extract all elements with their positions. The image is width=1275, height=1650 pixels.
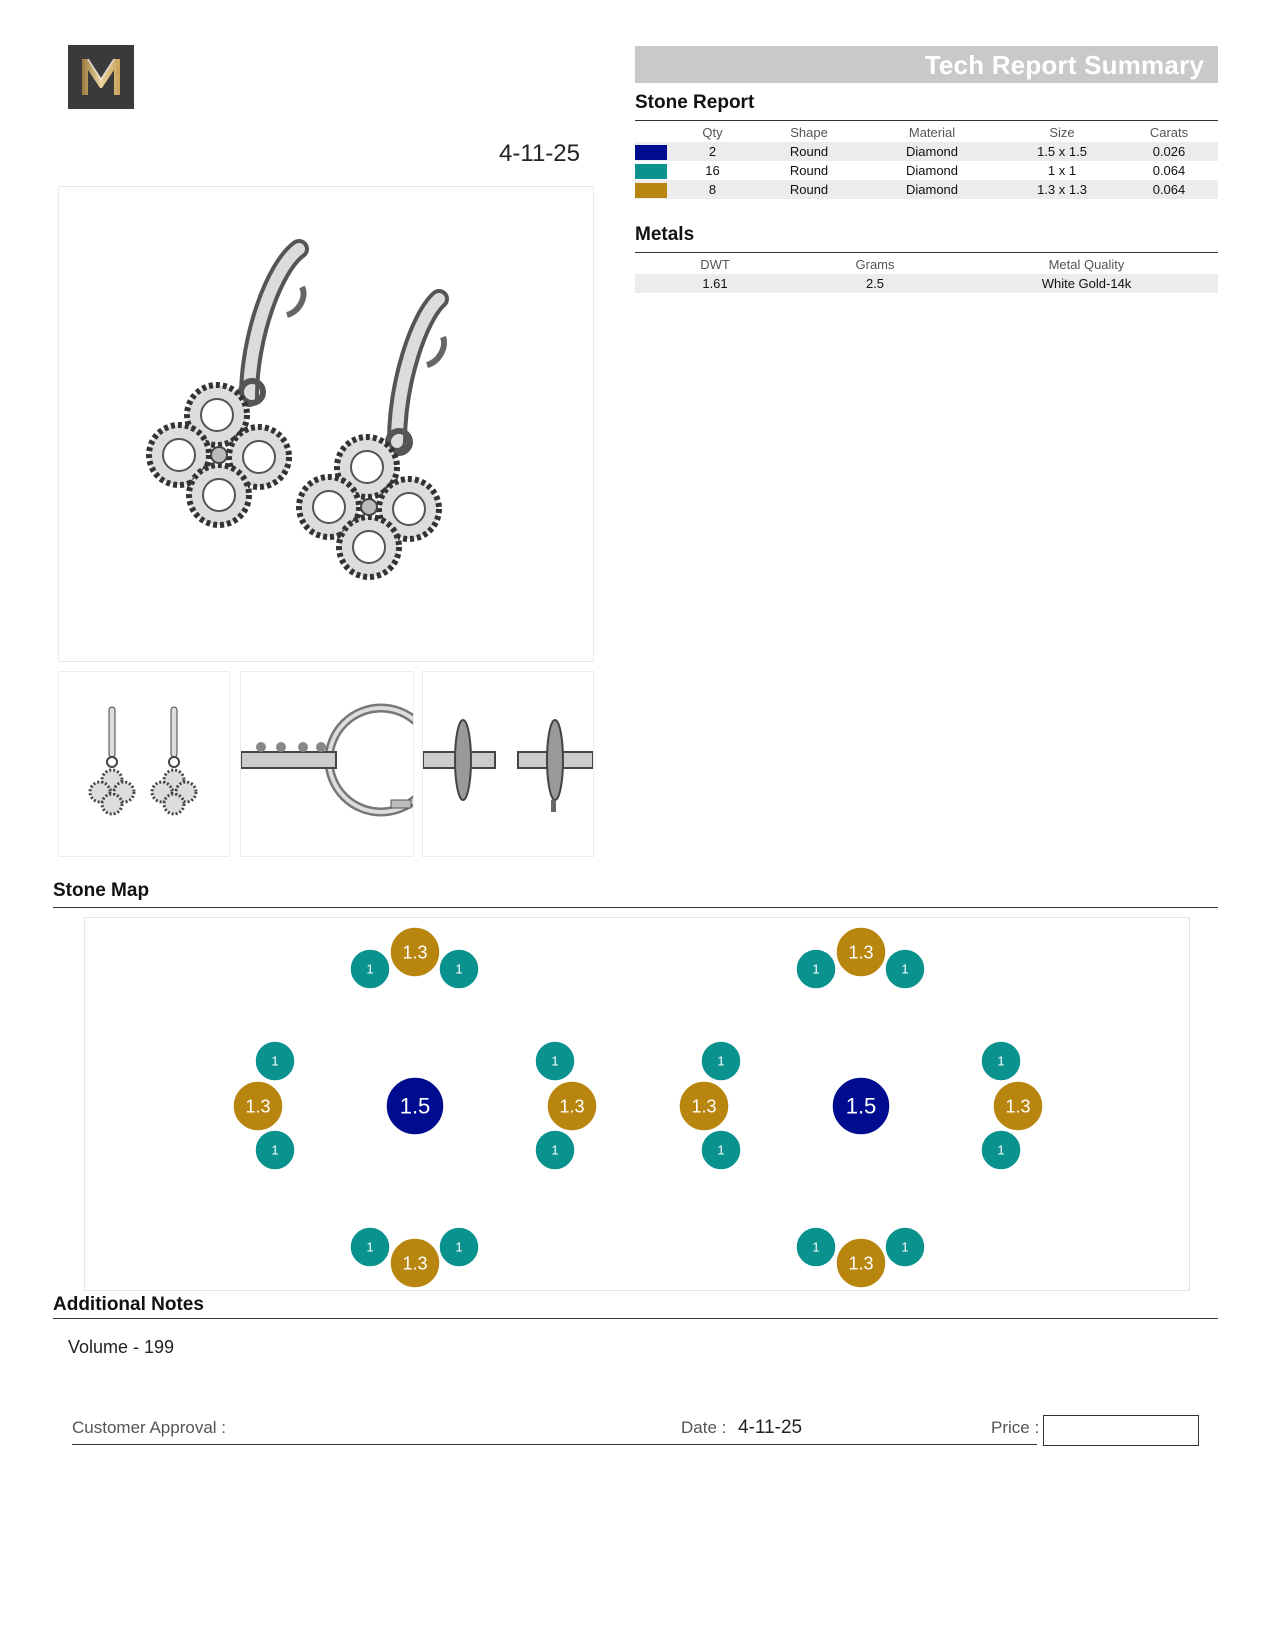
stone-1-marker [350, 1227, 390, 1267]
stone-1-marker [439, 949, 479, 989]
metal-quality-cell: White Gold-14k [955, 274, 1218, 293]
stone-1-marker-label: 1 [271, 1053, 279, 1069]
col-shape: Shape [790, 125, 828, 140]
stone-map-diagram [84, 917, 1190, 1291]
stone-1-5-marker [832, 1077, 890, 1135]
report-title: Tech Report Summary [924, 50, 1204, 80]
stone-color-swatch [635, 164, 667, 179]
stone-1-marker-label: 1 [812, 1239, 820, 1255]
stone-1-marker-label: 1 [717, 1053, 725, 1069]
stone-color-swatch [635, 145, 667, 160]
stone-1-3-marker-label: 1.3 [691, 1096, 717, 1117]
main-render-image [58, 186, 594, 662]
stone-1-marker [701, 1041, 741, 1081]
stone-1-marker-label: 1 [551, 1142, 559, 1158]
stone-1-3-marker-label: 1.3 [402, 942, 428, 963]
stone-1-marker-label: 1 [717, 1142, 725, 1158]
stone-1-marker [535, 1041, 575, 1081]
stone-color-swatch [635, 183, 667, 198]
stone-map-divider [53, 907, 1218, 908]
side-view-thumbnail [240, 671, 414, 857]
price-label: Price : [991, 1418, 1040, 1437]
size-cell: 1 x 1 [1047, 163, 1077, 178]
table-row [635, 161, 1218, 180]
stone-1-3-marker-label: 1.3 [848, 942, 874, 963]
stone-report-divider [635, 120, 1218, 121]
stone-1-3-marker [390, 1238, 440, 1288]
left-earring-render [149, 249, 304, 525]
table-row [635, 180, 1218, 199]
stone-1-marker-label: 1 [997, 1053, 1005, 1069]
col-qty: Qty [702, 125, 723, 140]
metals-table-header [635, 255, 1218, 274]
qty-cell: 2 [667, 142, 758, 161]
notes-text: Volume - 199 [68, 1337, 175, 1357]
stone-1-marker [885, 1227, 925, 1267]
stone-1-marker-label: 1 [455, 961, 463, 977]
stone-1-marker [701, 1130, 741, 1170]
stone-1-3-marker [390, 927, 440, 977]
shape-cell: Round [758, 142, 860, 161]
stone-1-5-marker [386, 1077, 444, 1135]
stone-1-3-marker [836, 1238, 886, 1288]
grams-cell: 2.5 [795, 274, 955, 293]
col-carats: Carats [1149, 125, 1189, 140]
price-field[interactable] [1043, 1415, 1199, 1446]
right-earring-render [299, 299, 444, 577]
company-logo [68, 45, 134, 109]
material-cell: Diamond [860, 142, 1004, 161]
stone-report-table [635, 123, 1218, 199]
stone-map-heading: Stone Map [53, 880, 150, 901]
col-dwt: DWT [700, 257, 730, 272]
stone-1-marker [350, 949, 390, 989]
stone-1-3-marker-label: 1.3 [245, 1096, 271, 1117]
front-view-thumbnail [58, 671, 230, 857]
stone-1-marker [796, 1227, 836, 1267]
report-title-bar [635, 46, 1218, 83]
stone-1-marker [439, 1227, 479, 1267]
shape-cell: Round [758, 180, 860, 199]
stone-1-3-marker [836, 927, 886, 977]
stone-1-3-marker [233, 1081, 283, 1131]
stone-1-marker [885, 949, 925, 989]
col-metal-quality: Metal Quality [1048, 257, 1125, 272]
metals-divider [635, 252, 1218, 253]
stone-1-marker-label: 1 [271, 1142, 279, 1158]
carats-cell: 0.064 [1120, 180, 1218, 199]
stone-1-3-marker-label: 1.3 [402, 1253, 428, 1274]
size-cell: 1.3 x 1.3 [1004, 180, 1120, 199]
col-size: Size [1049, 125, 1075, 140]
stone-1-marker-label: 1 [551, 1053, 559, 1069]
stone-1-marker [255, 1041, 295, 1081]
stone-report-heading: Stone Report [635, 92, 755, 113]
additional-notes-heading: Additional Notes [53, 1294, 204, 1315]
material-cell: Diamond [860, 180, 1004, 199]
carats-cell: 0.026 [1120, 142, 1218, 161]
top-view-thumbnail [422, 671, 594, 857]
date-value: 4-11-25 [738, 1417, 803, 1438]
stone-1-3-marker-label: 1.3 [848, 1253, 874, 1274]
stone-1-3-marker [679, 1081, 729, 1131]
stone-1-marker-label: 1 [366, 961, 374, 977]
stone-table-header [635, 123, 1218, 142]
stone-1-3-marker [547, 1081, 597, 1131]
stone-1-marker-label: 1 [901, 961, 909, 977]
shape-cell: Round [789, 163, 829, 178]
approval-signature-line [72, 1444, 1037, 1445]
stone-1-marker [981, 1130, 1021, 1170]
stone-1-5-marker-label: 1.5 [399, 1093, 431, 1119]
stone-1-3-marker [993, 1081, 1043, 1131]
dwt-cell: 1.61 [635, 274, 795, 293]
additional-notes-divider [53, 1318, 1218, 1319]
table-row [635, 142, 1218, 161]
stone-1-marker [796, 949, 836, 989]
qty-cell: 8 [667, 180, 758, 199]
stone-1-marker-label: 1 [901, 1239, 909, 1255]
stone-1-marker-label: 1 [455, 1239, 463, 1255]
table-row [635, 274, 1218, 293]
stone-1-3-marker-label: 1.3 [1005, 1096, 1031, 1117]
qty-cell: 16 [705, 163, 720, 178]
stone-1-marker-label: 1 [812, 961, 820, 977]
carats-cell: 0.064 [1152, 163, 1186, 178]
stone-1-marker-label: 1 [366, 1239, 374, 1255]
material-cell: Diamond [905, 163, 959, 178]
stone-1-marker [535, 1130, 575, 1170]
stone-1-marker [255, 1130, 295, 1170]
stone-1-5-marker-label: 1.5 [845, 1093, 877, 1119]
stone-1-3-marker-label: 1.3 [559, 1096, 585, 1117]
report-date: 4-11-25 [499, 140, 580, 167]
stone-1-marker [981, 1041, 1021, 1081]
stone-1-marker-label: 1 [997, 1142, 1005, 1158]
date-label: Date : [681, 1418, 727, 1437]
size-cell: 1.5 x 1.5 [1004, 142, 1120, 161]
customer-approval-label: Customer Approval : [72, 1418, 227, 1437]
col-grams: Grams [855, 257, 895, 272]
col-material: Material [908, 125, 956, 140]
metals-table [635, 255, 1218, 293]
metals-heading: Metals [635, 224, 695, 245]
